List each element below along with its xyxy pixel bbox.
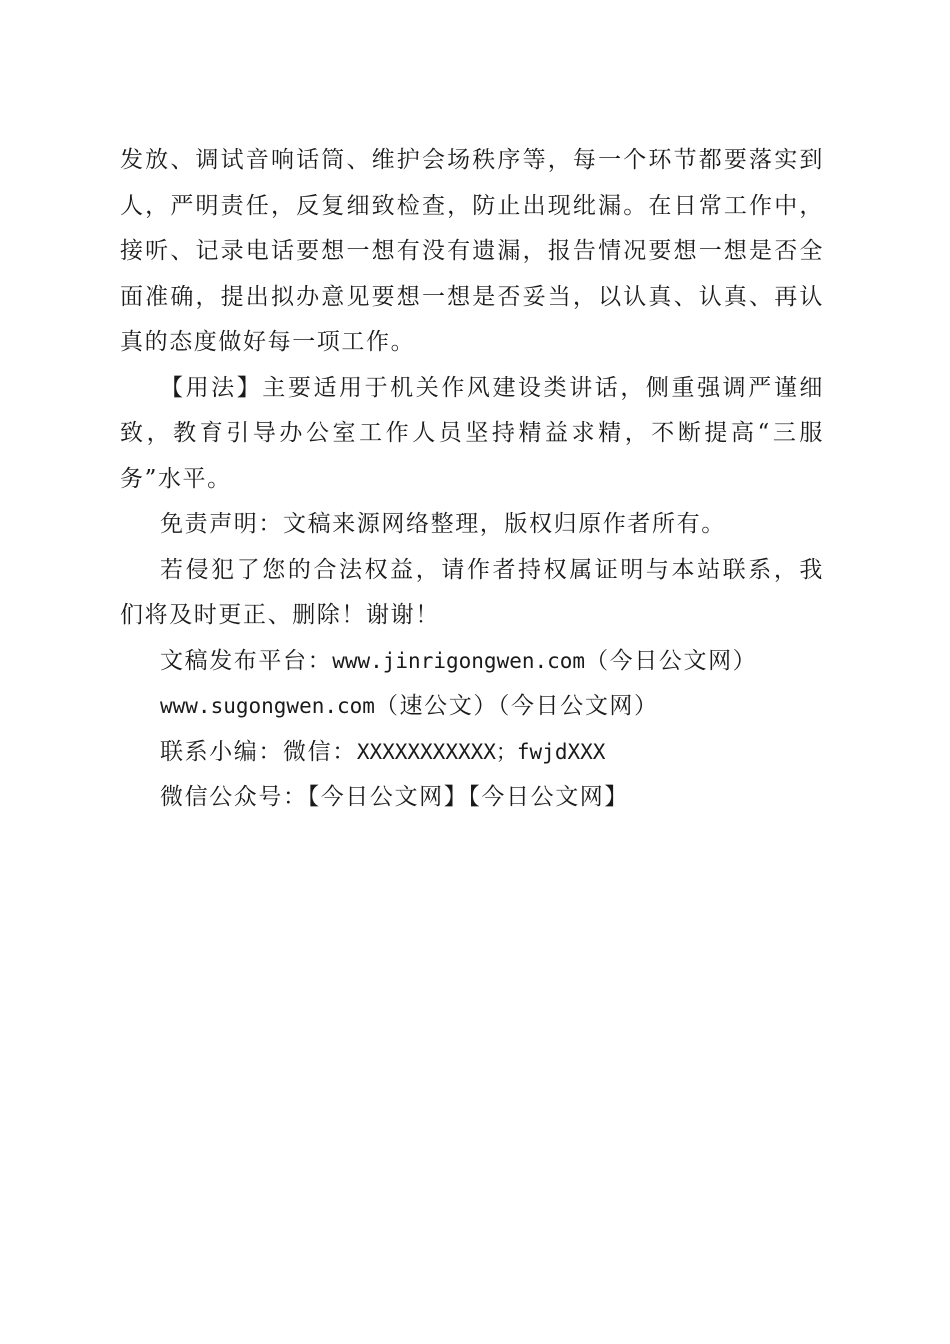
site2-suffix: （速公文）（今日公文网） (374, 693, 659, 719)
site2-line (120, 684, 824, 730)
contact-line (120, 730, 824, 776)
disclaimer-paragraph: 免责声明：文稿来源网络整理，版权归原作者所有。 (160, 511, 726, 537)
platform-label: 文稿发布平台： (160, 647, 333, 674)
platform-line (120, 639, 824, 685)
platform-url: www.jinrigongwen.com (332, 648, 586, 673)
site2-url: www.sugongwen.com (160, 694, 375, 718)
infringement-notice: 若侵犯了您的合法权益，请作者持权属证明与本站联系，我们将及时更正、删除！谢谢！ (120, 556, 824, 628)
contact-value: XXXXXXXXXXX；fwjdXXX (356, 739, 606, 764)
contact-label: 联系小编：微信： (160, 738, 357, 765)
document-body (120, 138, 824, 821)
body-paragraph: 发放、调试音响话筒、维护会场秩序等，每一个环节都要落实到人，严明责任，反复细致检查，防止出现纰漏。在日常工作中，接听、记录电话要想一想有没有遗漏，报告情况要想一想是否全面准确，提出拟办意见要想一想是否妥当，以认真、认真、再认真的态度做好每一项工作。 (120, 147, 824, 355)
official-account: 微信公众号：【今日公文网】【今日公文网】 (160, 784, 629, 810)
platform-name: （今日公文网） (585, 647, 758, 674)
official-account-line (120, 775, 824, 821)
usage-paragraph: 【用法】主要适用于机关作风建设类讲话，侧重强调严谨细致，教育引导办公室工作人员坚持精益求精，不断提高“三服务”水平。 (120, 374, 824, 492)
